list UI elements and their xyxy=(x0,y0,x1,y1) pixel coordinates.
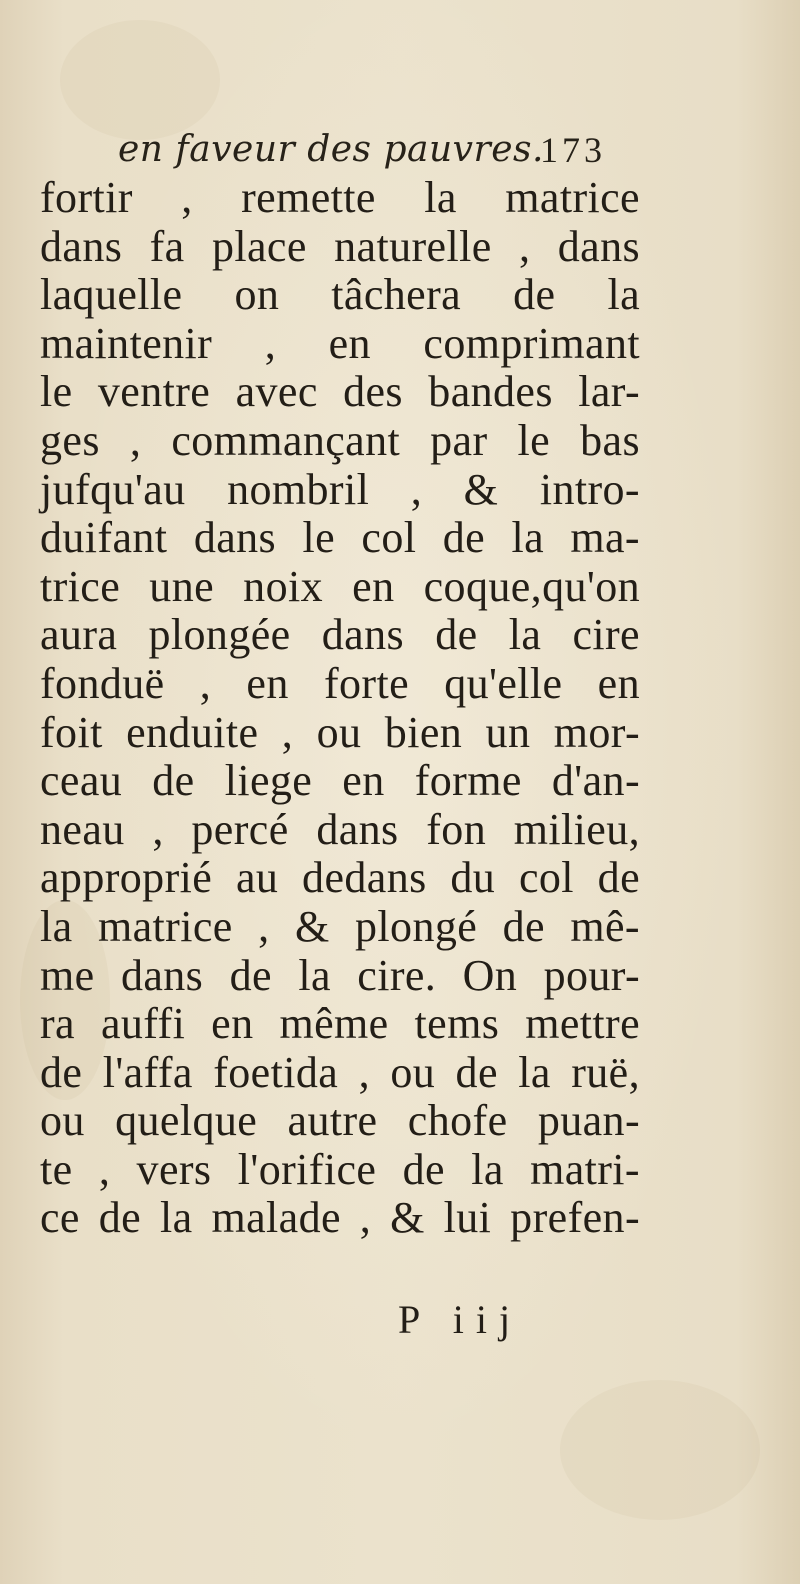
text-line: aura plongée dans de la cire xyxy=(40,610,640,660)
text-line: la matrice , & plongé de mê- xyxy=(40,901,640,951)
text-line: trice une noix en coque,qu'on xyxy=(40,561,640,611)
page-header xyxy=(0,128,800,178)
text-line: ceau de liege en forme d'an- xyxy=(40,756,640,806)
body-text xyxy=(40,174,640,1243)
text-line: approprié au dedans du col de xyxy=(40,853,640,903)
page-number: 173 xyxy=(540,130,606,170)
text-line: dans fa place naturelle , dans xyxy=(40,221,640,271)
text-line: me dans de la cire. On pour- xyxy=(40,950,640,1000)
text-line: fonduë , en forte qu'elle en xyxy=(40,658,640,708)
text-line: ra auffi en même tems mettre xyxy=(40,999,640,1049)
text-line: ce de la malade , & lui prefen- xyxy=(40,1193,640,1243)
text-line: jufqu'au nombril , & intro- xyxy=(40,464,640,514)
text-line: laquelle on tâchera de la xyxy=(40,270,640,320)
text-line: le ventre avec des bandes lar- xyxy=(40,367,640,417)
text-line: te , vers l'orifice de la matri- xyxy=(40,1144,640,1194)
paper-stain xyxy=(560,1380,760,1520)
text-line: fortir , remette la matrice xyxy=(40,173,640,222)
text-line: foit enduite , ou bien un mor- xyxy=(40,707,640,757)
running-head: en faveur des pauvres. xyxy=(118,129,544,170)
text-line: maintenir , en comprimant xyxy=(40,318,640,368)
text-line: ges , commançant par le bas xyxy=(40,415,640,465)
text-line: neau , percé dans fon milieu, xyxy=(40,804,640,854)
signature-mark: P iij xyxy=(398,1297,523,1342)
text-line: duifant dans le col de la ma- xyxy=(40,513,640,563)
paper-stain xyxy=(60,20,220,140)
text-line: ou quelque autre chofe puan- xyxy=(40,1096,640,1146)
text-line: de l'affa foetida , ou de la ruë, xyxy=(40,1047,640,1097)
